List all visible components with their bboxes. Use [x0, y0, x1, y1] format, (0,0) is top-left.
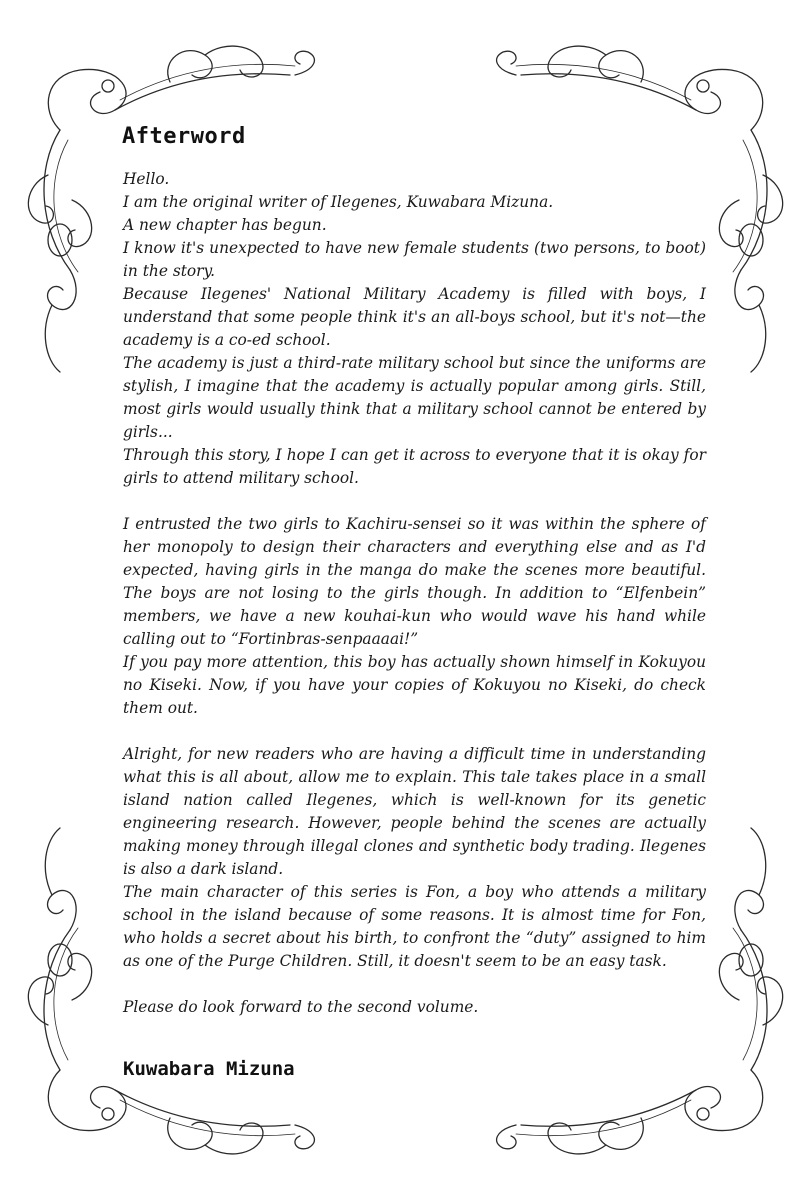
- paragraph-gap: [123, 973, 706, 996]
- page-title: Afterword: [122, 124, 246, 149]
- paragraph-main-character: The main character of this series is Fon, a boy who attends a military school in the island because of some reasons. It is almost time for Fon, who holds a secret about his birth, to confront the “duty” assigned to him as one of the Purge Children. Still, it doesn't seem to be an easy task.: [123, 883, 706, 970]
- paragraph-uniforms: The academy is just a third-rate military school but since the uniforms are stylish, I imagine that the academy is actually popular among girls. Still, most girls would usually think that a military school cannot be entered by girls...: [123, 354, 706, 441]
- paragraph-greeting: Hello.: [123, 170, 170, 188]
- letter-body: [123, 168, 706, 1019]
- paragraph-new-readers: Alright, for new readers who are having a difficult time in understanding what this is all about, allow me to explain. This tale takes place in a small island nation called Ilegenes, which is well-known for its genetic engineering research. However, people behind the scenes are actually making money through illegal clones and synthetic body trading. Ilegenes is also a dark island.: [123, 745, 706, 878]
- paragraph-closing: Please do look forward to the second volume.: [123, 998, 479, 1016]
- paragraph-gap: [123, 490, 706, 513]
- paragraph-female-students: I know it's unexpected to have new female students (two persons, to boot) in the story.: [123, 239, 706, 280]
- paragraph-hope: Through this story, I hope I can get it across to everyone that it is okay for girls to attend military school.: [123, 446, 706, 487]
- paragraph-intro: I am the original writer of Ilegenes, Kuwabara Mizuna.: [123, 193, 554, 211]
- paragraph-new-chapter: A new chapter has begun.: [123, 216, 327, 234]
- paragraph-gap: [123, 720, 706, 743]
- paragraph-kachiru: I entrusted the two girls to Kachiru-sensei so it was within the sphere of her monopoly to design their characters and everything else and as I'd expected, having girls in the manga do make the scenes more beautiful. The boys are not losing to the girls though. In addition to “Elfenbein” members, we have a new kouhai-kun who would wave his hand while calling out to “Fortinbras-senpaaaai!”: [123, 515, 706, 648]
- author-signature: Kuwabara Mizuna: [123, 1058, 295, 1080]
- paragraph-kokuyou: If you pay more attention, this boy has actually shown himself in Kokuyou no Kiseki. Now, if you have your copies of Kokuyou no Kiseki, do check them out.: [123, 653, 706, 717]
- paragraph-academy: Because Ilegenes' National Military Academy is filled with boys, I understand that some people think it's an all-boys school, but it's not—the academy is a co-ed school.: [123, 285, 706, 349]
